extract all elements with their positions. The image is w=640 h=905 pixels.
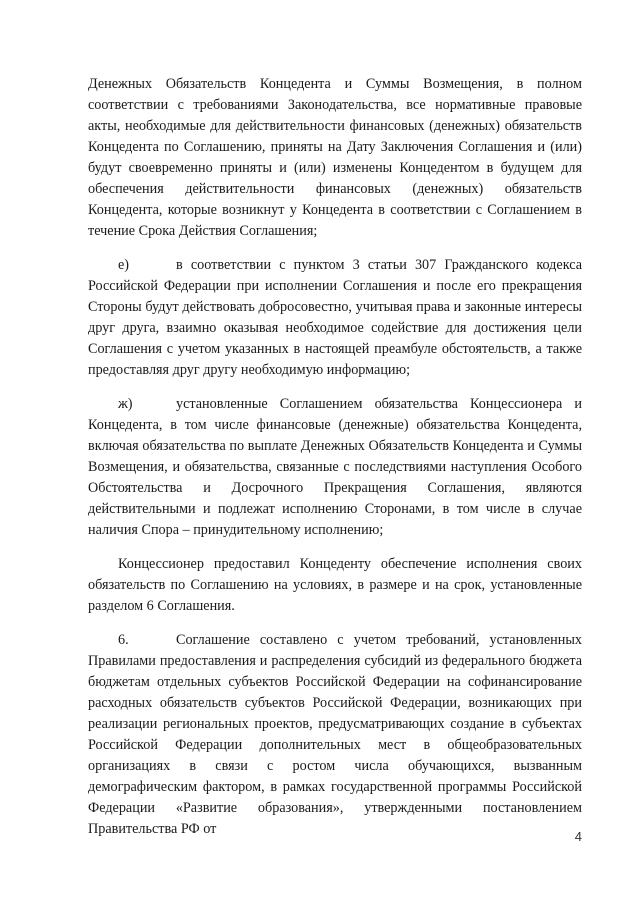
list-marker: е): [118, 257, 130, 273]
paragraph-text: Концессионер предоставил Концеденту обеспечение исполнения своих обязательств по Соглашению на условиях, в размере и на срок, установленные разделом 6 Соглашения.: [88, 556, 582, 614]
document-body: [88, 74, 582, 853]
paragraph-text: в соответствии с пунктом 3 статьи 307 Гражданского кодекса Российской Федерации при исполнении Соглашения и после его прекращения Стороны будут действовать добросовестно, учитывая права и законные интересы друг друга, взаимно оказывая необходимое содействие для достижения цели Соглашения с учетом указанных в настоящей преамбуле обстоятельств, а также предоставляя друг другу необходимую информацию;: [88, 257, 582, 378]
paragraph-continuation: [88, 74, 582, 242]
paragraph-guarantee: [88, 554, 582, 617]
list-marker: ж): [118, 396, 133, 412]
section-number: 6.: [118, 632, 129, 648]
paragraph-text: Денежных Обязательств Концедента и Суммы Возмещения, в полном соответствии с требованиями Законодательства, все нормативные правовые акты, необходимые для действительности финансовых (денежных) обязательств Концедента по Соглашению, приняты на Дату Заключения Соглашения и (или) будут своевременно приняты и (или) изменены Концедентом в будущем для обеспечения действительности финансовых (денежных) обязательств Концедента, которые возникнут у Концедента в соответствии с Соглашением в течение Срока Действия Соглашения;: [88, 76, 582, 239]
paragraph-item-e: [88, 255, 582, 381]
paragraph-section-6: [88, 630, 582, 840]
paragraph-text: установленные Соглашением обязательства Концессионера и Концедента, в том числе финансовые (денежные) обязательства Концедента, включая обязательства по выплате Денежных Обязательств Концедента и Суммы Возмещения, и обязательства, связанные с последствиями наступления Особого Обстоятельства и Досрочного Прекращения Соглашения, являются действительными и подлежат исполнению Сторонами, в том числе в случае наличия Спора – принудительному исполнению;: [88, 396, 582, 538]
paragraph-item-zh: [88, 394, 582, 541]
page-number: 4: [574, 829, 582, 844]
paragraph-text: Соглашение составлено с учетом требований, установленных Правилами предоставления и распределения субсидий из федерального бюджета бюджетам отдельных субъектов Российской Федерации на софинансирование расходных обязательств субъектов Российской Федерации, возникающих при реализации региональных проектов, предусматривающих создание в субъектах Российской Федерации дополнительных мест в общеобразовательных организациях в связи с ростом числа обучающихся, вызванным демографическим фактором, в рамках государственной программы Российской Федерации «Развитие образования», утвержденными постановлением Правительства РФ от: [88, 632, 582, 837]
